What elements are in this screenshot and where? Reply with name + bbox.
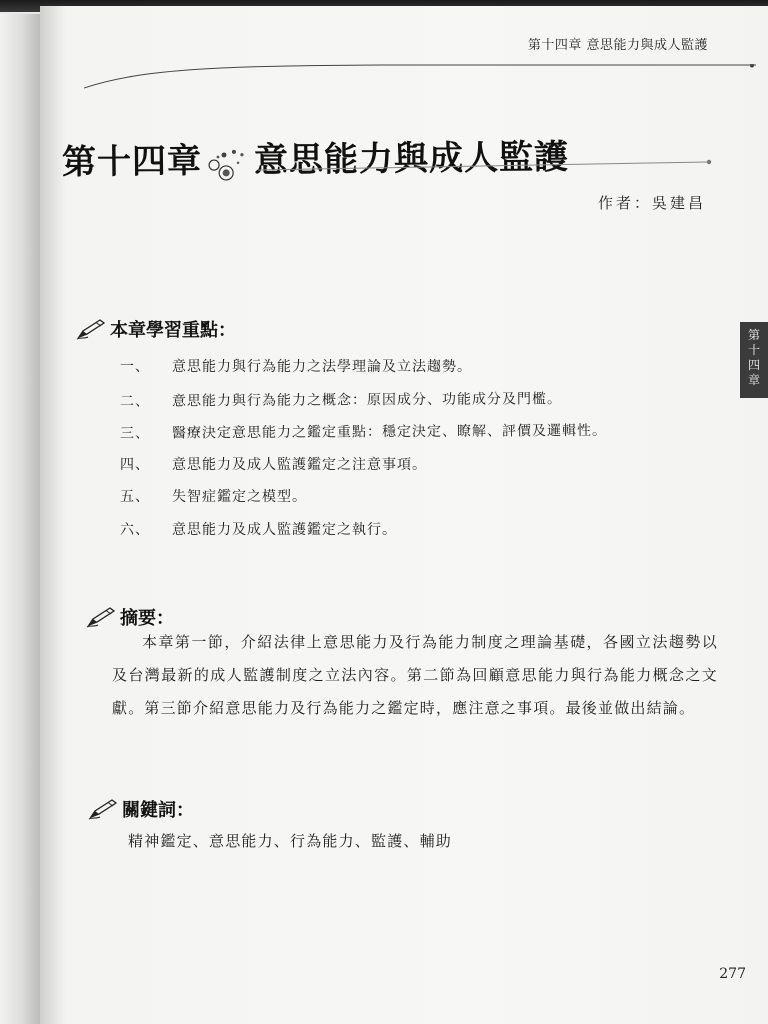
list-item-text: 意思能力及成人監護鑑定之執行。	[172, 521, 397, 538]
learning-points-heading-text: 本章學習重點：	[110, 320, 236, 341]
chapter-name: 意思能力與成人監護	[253, 137, 570, 181]
list-item	[120, 413, 700, 449]
list-item	[120, 381, 700, 417]
list-item-text: 醫療決定意思能力之鑑定重點：穩定決定、瞭解、評價及邏輯性。	[171, 423, 608, 442]
previous-page-edge	[0, 14, 42, 1024]
header-curve-rule	[84, 64, 756, 90]
learning-points-heading	[76, 316, 236, 342]
tab-char: 第	[747, 328, 760, 342]
list-item-number: 五、	[120, 489, 150, 506]
list-item-text: 意思能力及成人監護鑑定之注意事項。	[172, 456, 427, 473]
list-item-number: 三、	[119, 425, 151, 443]
list-item-text: 意思能力與行為能力之法學理論及立法趨勢。	[172, 359, 472, 376]
list-item	[120, 513, 700, 546]
abstract-heading-text: 摘要：	[120, 608, 174, 629]
list-item-text: 意思能力與行為能力之概念：原因成分、功能成分及門檻。	[171, 390, 563, 410]
author-line: 作者：吳建昌	[597, 194, 706, 212]
chapter-number: 第十四章	[61, 141, 203, 183]
chapter-title	[62, 129, 569, 184]
running-head: 第十四章 意思能力與成人監護	[527, 38, 708, 53]
chapter-thumb-tab	[740, 322, 768, 398]
ornament-icon	[202, 143, 254, 184]
keywords-text: 精神鑑定、意思能力、行為能力、監護、輔助	[128, 832, 453, 850]
list-item-number: 一、	[120, 359, 150, 376]
list-item	[120, 350, 700, 383]
fountain-pen-icon	[86, 606, 116, 628]
page-number: 277	[719, 966, 746, 982]
fountain-pen-icon	[76, 318, 106, 340]
list-item-number: 四、	[120, 456, 150, 473]
list-item	[120, 480, 700, 513]
list-item-text: 失智症鑑定之模型。	[172, 489, 307, 506]
tab-char: 章	[747, 373, 760, 387]
tab-char: 十	[747, 343, 760, 357]
abstract-paragraph: 本章第一節，介紹法律上意思能力及行為能力制度之理論基礎，各國立法趨勢以及台灣最新的成人監護制度之立法內容。第二節為回顧意思能力與行為能力概念之文獻。第三節介紹意思能力及行為能力之鑑定時，應注意之事項。最後並做出結論。	[112, 633, 718, 717]
keywords-heading-text: 關鍵詞：	[122, 800, 194, 821]
list-item	[120, 448, 700, 481]
title-underline	[258, 158, 713, 172]
list-item-number: 二、	[119, 393, 151, 410]
keywords-heading	[88, 796, 194, 822]
tab-char: 四	[747, 358, 760, 372]
list-item-number: 六、	[120, 521, 150, 538]
learning-points-list	[120, 350, 700, 545]
fountain-pen-icon	[88, 798, 118, 820]
